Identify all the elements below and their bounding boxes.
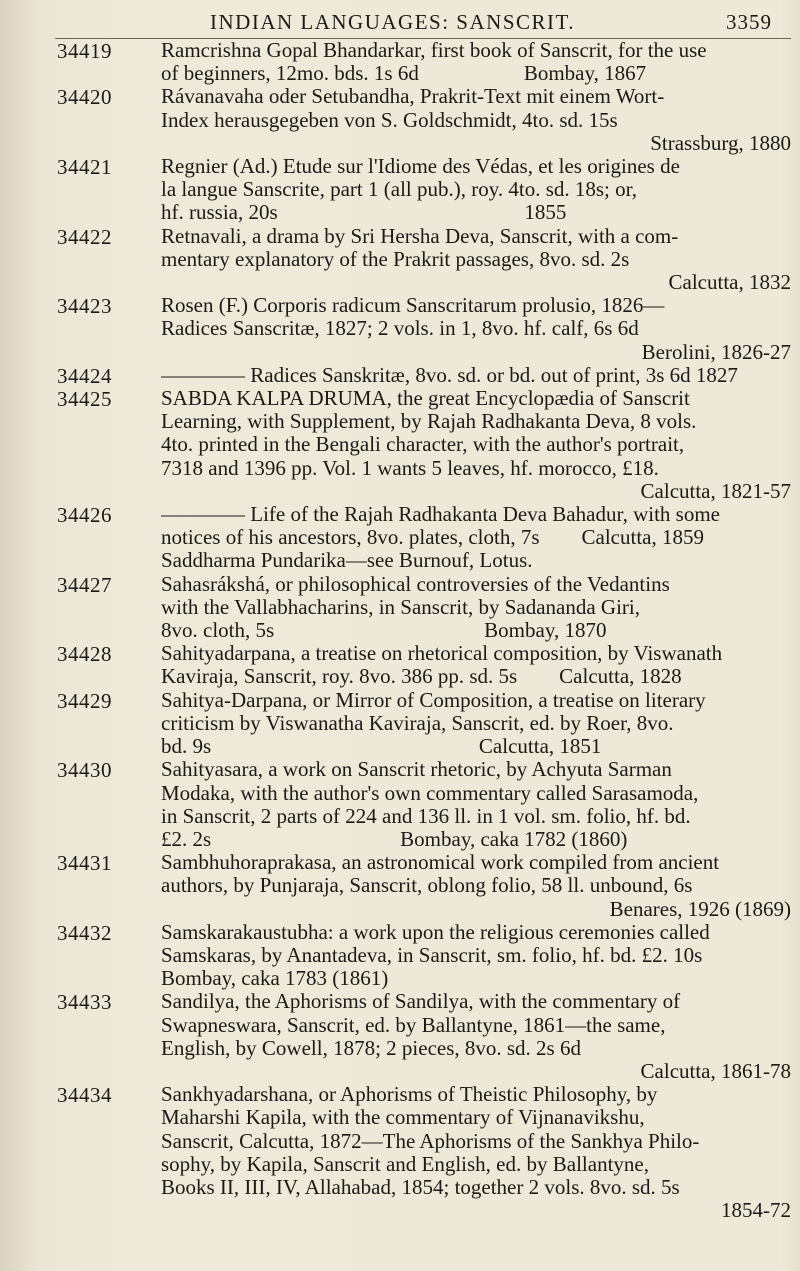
catalogue-entry [0,990,800,1083]
entry-text [161,364,791,387]
catalogue-entry [0,573,800,643]
catalogue-entry [0,851,800,921]
entry-text [161,155,791,225]
entry-line: authors, by Punjaraja, Sanscrit, oblong folio, 58 ll. unbound, 6s [161,874,693,898]
lot-number: 34433 [57,990,112,1015]
catalogue-entry [0,364,800,387]
lot-number: 34430 [57,758,112,783]
entry-line: English, by Cowell, 1878; 2 pieces, 8vo. sd. 2s 6d [161,1036,581,1060]
entry-line: Calcutta, 1821-57 [640,479,791,503]
catalogue-entry [0,294,800,364]
catalogue-entry [0,1083,800,1222]
entry-line: in Sanscrit, 2 parts of 224 and 136 ll. in 1 vol. sm. folio, hf. bd. [161,804,691,828]
entry-line: Sandilya, the Aphorisms of Sandilya, with the commentary of [161,990,681,1014]
entry-line: Saddharma Pundarika—see Burnouf, Lotus. [161,549,533,573]
lot-number: 34429 [57,688,112,713]
page-header [0,8,800,38]
entry-line: mentary explanatory of the Prakrit passages, 8vo. sd. 2s [161,247,630,271]
entry-line: Regnier (Ad.) Etude sur l'Idiome des Védas, et les origines de [161,155,680,179]
entry-line: Rávanavaha oder Setubandha, Prakrit-Text mit einem Wort- [161,85,665,109]
lot-number: 34434 [57,1083,112,1108]
entry-line: Rosen (F.) Corporis radicum Sanscritarum prolusio, 1826— [161,294,665,318]
entry-line: Modaka, with the author's own commentary called Sarasamoda, [161,781,699,805]
entry-line: criticism by Viswanatha Kaviraja, Sanscrit, ed. by Roer, 8vo. [161,711,674,735]
entry-line: Berolini, 1826-27 [641,340,791,364]
entry-line: of beginners, 12mo. bds. 1s 6d Bombay, 1867 [161,62,647,86]
catalogue-entry [0,85,800,155]
catalogue-entry [0,503,800,573]
entry-line: £2. 2s Bombay, caka 1782 (1860) [161,827,628,851]
catalogue-entry [0,758,800,851]
entry-line: Swapneswara, Sanscrit, ed. by Ballantyne, 1861—the same, [161,1013,666,1037]
entry-line: Retnavali, a drama by Sri Hersha Deva, Sanscrit, with a com- [161,224,679,248]
lot-number: 34421 [57,155,112,180]
entry-line: Sankhyadarshana, or Aphorisms of Theistic Philosophy, by [161,1083,658,1107]
entry-text [161,921,791,991]
entry-text [161,851,791,921]
entry-line: Sanscrit, Calcutta, 1872—The Aphorisms of the Sankhya Philo- [161,1129,700,1153]
entry-line: la langue Sanscrite, part 1 (all pub.), roy. 4to. sd. 18s; or, [161,178,638,202]
entry-line: Radices Sanscritæ, 1827; 2 vols. in 1, 8vo. hf. calf, 6s 6d [161,317,639,341]
entry-line: hf. russia, 20s 1855 [161,201,567,225]
entry-line: Sahasrákshá, or philosophical controversies of the Vedantins [161,572,670,596]
entry-line: notices of his ancestors, 8vo. plates, cloth, 7s Calcutta, 1859 [161,526,704,550]
entry-line: Learning, with Supplement, by Rajah Radhakanta Deva, 8 vols. [161,410,697,434]
lot-number: 34425 [57,387,112,412]
lot-number: 34426 [57,503,112,528]
entry-line: 1854-72 [721,1199,791,1223]
entry-line: Calcutta, 1832 [668,271,791,295]
entry-line: Kaviraja, Sanscrit, roy. 8vo. 386 pp. sd. 5s Calcutta, 1828 [161,665,682,689]
entry-text [161,642,791,688]
entry-line: Strassburg, 1880 [650,131,791,155]
entry-line: Benares, 1926 (1869) [609,897,791,921]
entry-line: Books II, III, IV, Allahabad, 1854; together 2 vols. 8vo. sd. 5s [161,1175,680,1199]
entry-text [161,503,791,573]
lot-number: 34428 [57,642,112,667]
entry-text [161,689,791,759]
entry-line: Sahitya-Darpana, or Mirror of Composition, a treatise on literary [161,688,706,712]
entry-text [161,758,791,851]
entry-line: Bombay, caka 1783 (1861) [161,967,389,991]
entry-line: bd. 9s Calcutta, 1851 [161,735,602,759]
lot-number: 34423 [57,294,112,319]
catalogue-entry [0,689,800,759]
entry-text [161,85,791,155]
entry-line: Sahityadarpana, a treatise on rhetorical composition, by Viswanath [161,642,723,666]
catalogue-entry [0,921,800,991]
entry-line: SABDA KALPA DRUMA, the great Encyclopædia of Sanscrit [161,387,690,411]
entry-line: Calcutta, 1861-78 [640,1059,791,1083]
entry-text [161,39,791,85]
catalogue-entry [0,155,800,225]
entry-line: Ramcrishna Gopal Bhandarkar, first book of Sanscrit, for the use [161,39,707,62]
entry-text [161,573,791,643]
entry-line: sophy, by Kapila, Sanscrit and English, ed. by Ballantyne, [161,1152,649,1176]
entry-line: ———— Radices Sanskritæ, 8vo. sd. or bd. out of print, 3s 6d 1827 [161,363,738,387]
entry-text [161,990,791,1083]
catalogue-entry [0,39,800,85]
entry-line: Samskaras, by Anantadeva, in Sanscrit, sm. folio, hf. bd. £2. 10s [161,943,703,967]
entry-text [161,387,791,503]
running-title: INDIAN LANGUAGES: SANSCRIT. [210,10,576,34]
entry-text [161,225,791,295]
lot-number: 34432 [57,920,112,945]
lot-number: 34427 [57,572,112,597]
entry-line: 8vo. cloth, 5s Bombay, 1870 [161,619,607,643]
entry-line: Sambhuhoraprakasa, an astronomical work compiled from ancient [161,851,720,875]
entry-text [161,294,791,364]
catalogue-entry [0,642,800,688]
entry-line: 4to. printed in the Bengali character, with the author's portrait, [161,433,685,457]
lot-number: 34424 [57,363,112,388]
entry-text [161,1083,791,1222]
entry-line: Samskarakaustubha: a work upon the religious ceremonies called [161,920,710,944]
entry-line: 7318 and 1396 pp. Vol. 1 wants 5 leaves, hf. morocco, £18. [161,456,659,480]
entry-line: Sahityasara, a work on Sanscrit rhetoric, by Achyuta Sarman [161,758,672,782]
entry-line: with the Vallabhacharins, in Sanscrit, by Sadananda Giri, [161,595,641,619]
catalogue-entry [0,225,800,295]
entry-line: Index herausgegeben von S. Goldschmidt, 4to. sd. 15s [161,108,618,132]
catalogue-entries [0,39,800,1222]
entry-line: Maharshi Kapila, with the commentary of Vijnanavikshu, [161,1106,645,1130]
catalogue-entry [0,387,800,503]
lot-number: 34420 [57,85,112,110]
page-number: 3359 [726,10,772,34]
lot-number: 34419 [57,39,112,63]
entry-line: ———— Life of the Rajah Radhakanta Deva Bahadur, with some [161,503,721,527]
lot-number: 34422 [57,224,112,249]
lot-number: 34431 [57,851,112,876]
